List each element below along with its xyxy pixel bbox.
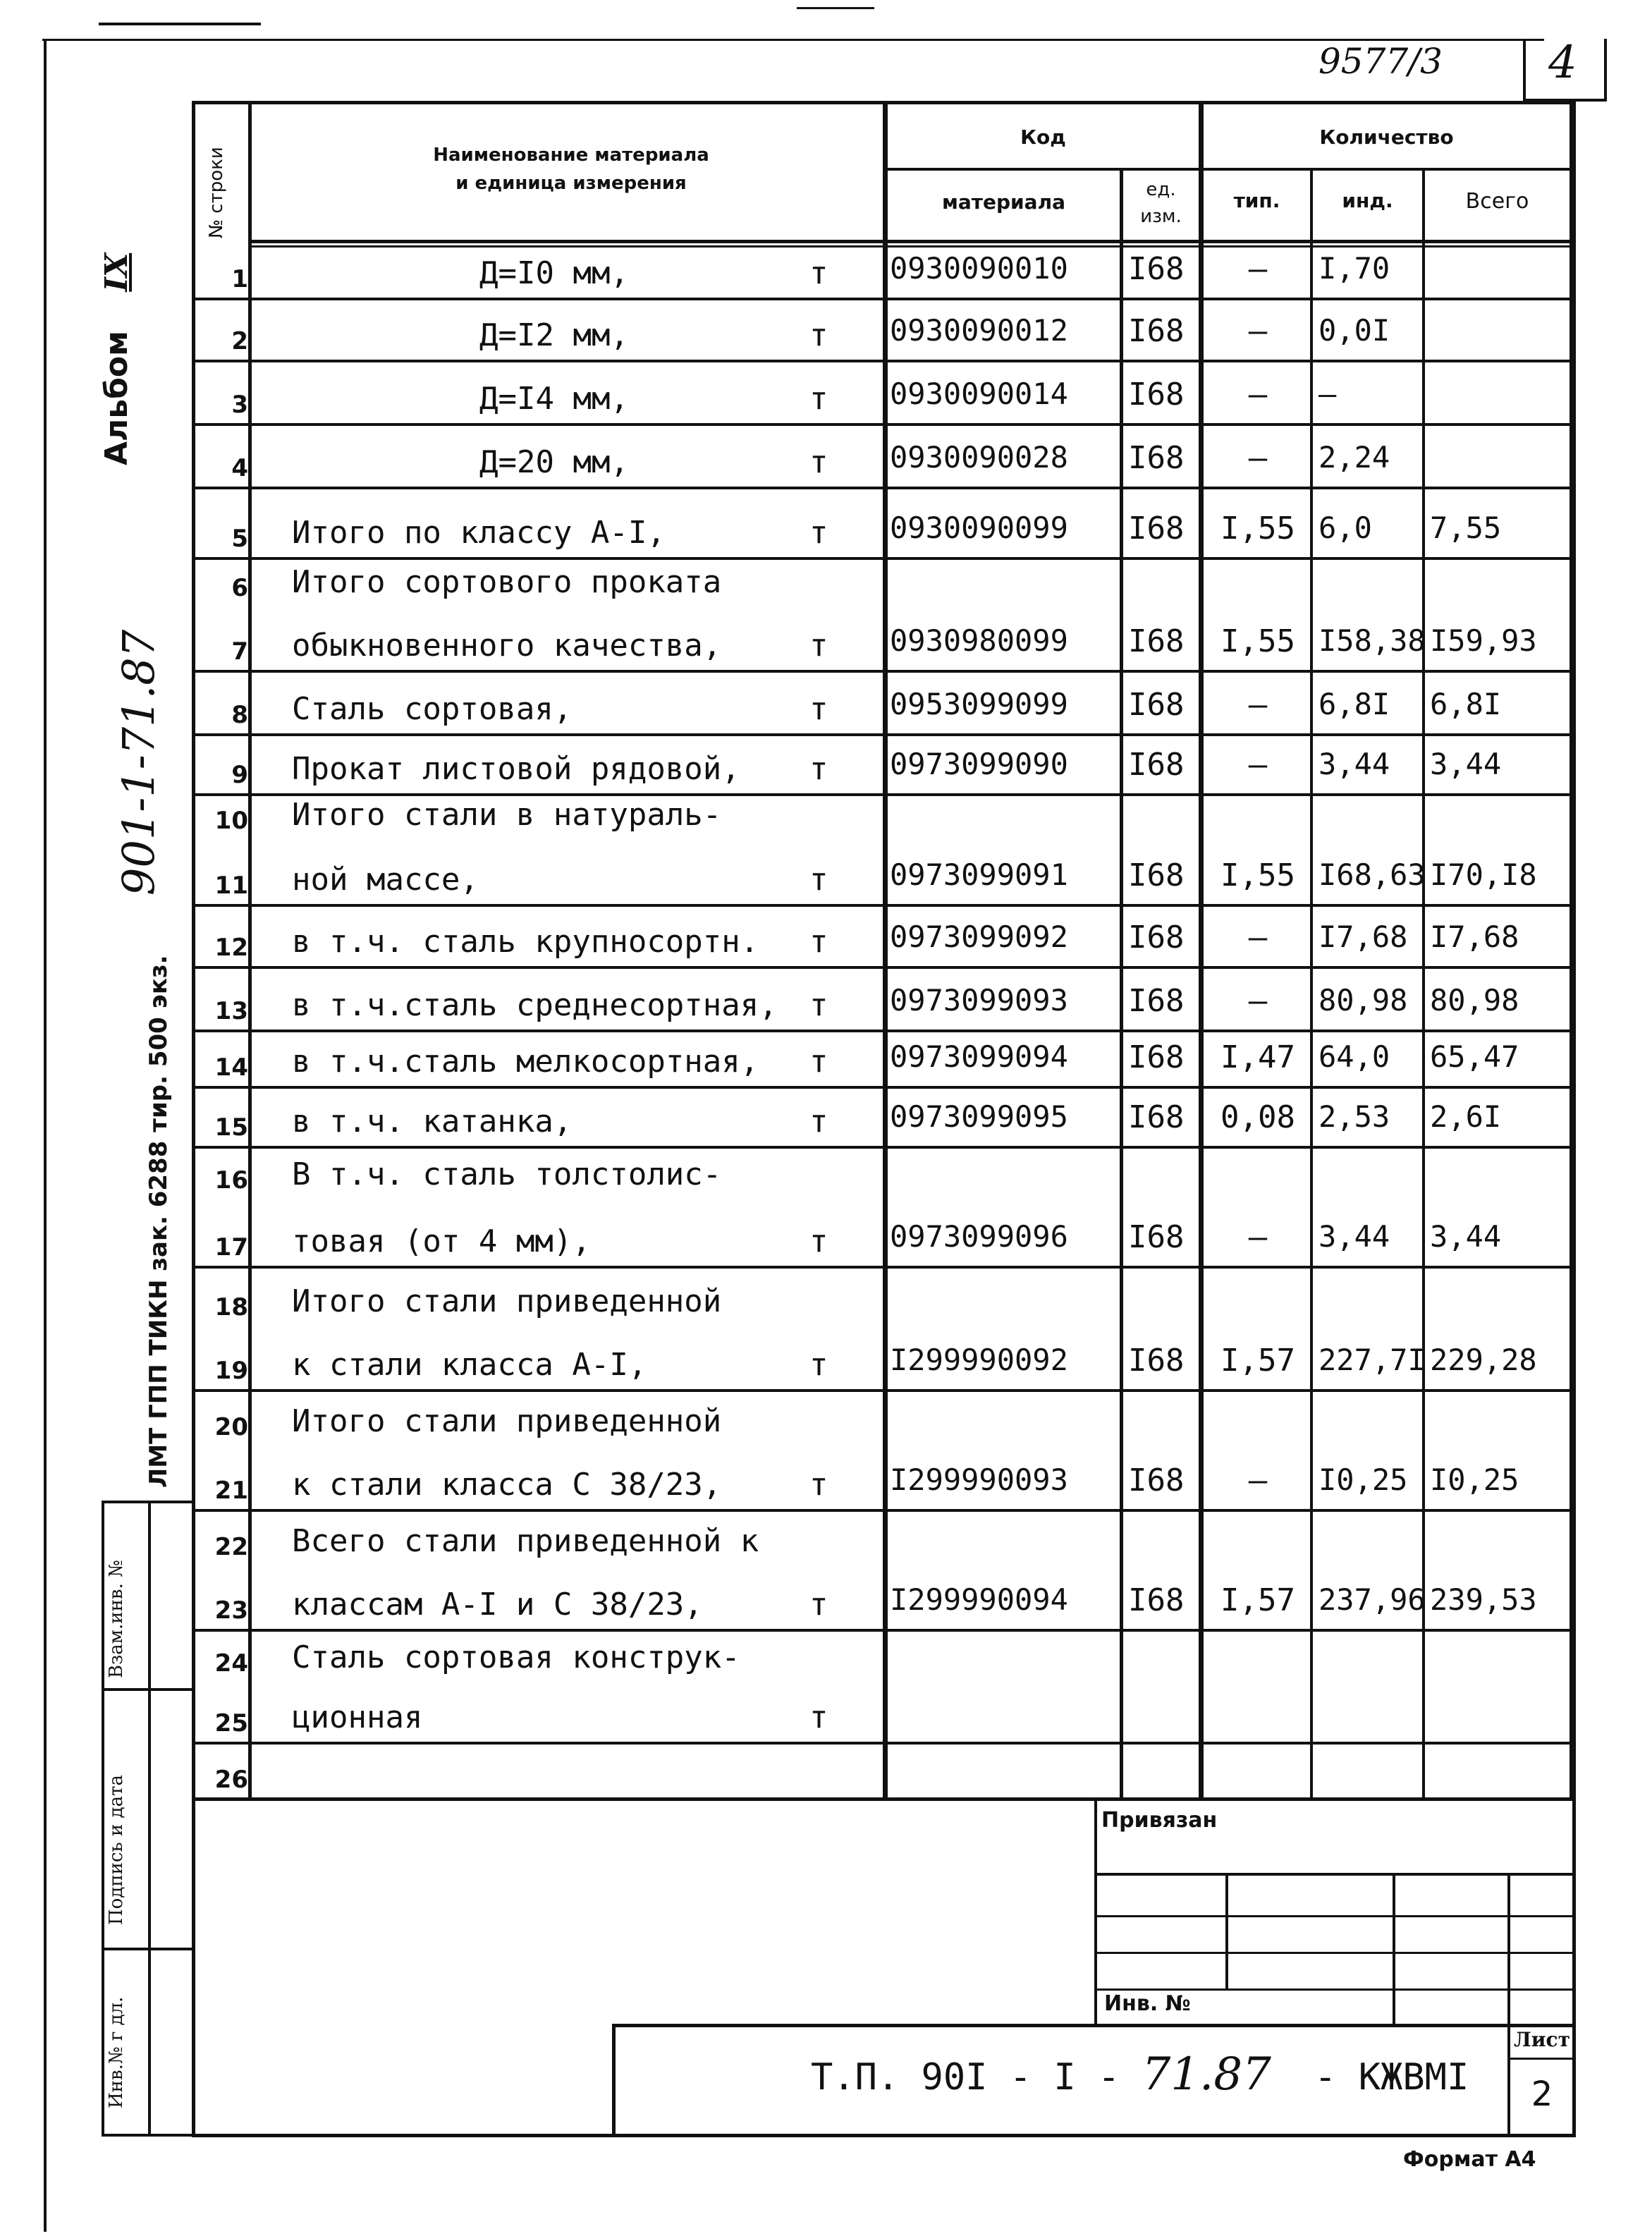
unit-letter: т xyxy=(809,1223,828,1259)
label-vzam: Взам.инв. № xyxy=(106,1560,127,1678)
row-number: 20 xyxy=(214,1413,248,1441)
album-label xyxy=(99,253,135,465)
row-divider xyxy=(192,298,1574,300)
unit-letter: т xyxy=(809,381,828,417)
material-name: в т.ч.сталь мелкосортная, xyxy=(292,1044,759,1080)
qty-total: I59,93 xyxy=(1430,623,1537,658)
unit-code: I68 xyxy=(1128,251,1185,287)
row-number: 1 xyxy=(231,265,248,293)
qty-ind: I0,25 xyxy=(1318,1462,1408,1497)
material-code: I299990093 xyxy=(890,1462,1068,1497)
material-code: 0973099094 xyxy=(890,1039,1068,1074)
row-number: 22 xyxy=(214,1533,248,1561)
material-name: ной массе, xyxy=(292,862,479,898)
sheet-number: 2 xyxy=(1531,2075,1553,2114)
qty-total: 65,47 xyxy=(1430,1039,1519,1074)
qty-typ: – xyxy=(1248,313,1268,349)
unit-code: I68 xyxy=(1128,377,1185,413)
header-material: материала xyxy=(942,190,1065,214)
row-divider xyxy=(192,1629,1574,1632)
material-name: в т.ч.сталь среднесортная, xyxy=(292,987,778,1023)
qty-total: 7,55 xyxy=(1430,511,1502,545)
qty-total: I0,25 xyxy=(1430,1462,1519,1497)
qty-total: 239,53 xyxy=(1430,1582,1537,1617)
unit-code: I68 xyxy=(1128,1219,1185,1255)
material-name: Итого стали в натураль- xyxy=(292,797,722,833)
material-code: 0930090014 xyxy=(890,377,1068,411)
material-name: Итого по классу А-I, xyxy=(292,515,666,551)
qty-ind: 64,0 xyxy=(1318,1039,1390,1074)
row-divider xyxy=(192,487,1574,489)
unit-letter: т xyxy=(809,628,828,664)
unit-code: I68 xyxy=(1128,1462,1185,1498)
qty-typ: – xyxy=(1248,377,1268,413)
qty-total: 229,28 xyxy=(1430,1343,1537,1377)
qty-total: 3,44 xyxy=(1430,1219,1502,1254)
unit-letter: т xyxy=(809,1044,828,1080)
unit-letter: т xyxy=(809,1104,828,1140)
material-code: 0973099092 xyxy=(890,920,1068,954)
row-number: 16 xyxy=(214,1166,248,1195)
material-name: в т.ч. сталь крупносортн. xyxy=(292,924,759,960)
qty-typ: I,55 xyxy=(1220,623,1295,659)
unit-code: I68 xyxy=(1128,747,1185,783)
row-number: 7 xyxy=(231,637,248,666)
row-divider xyxy=(192,1146,1574,1149)
sheet-label: Лист xyxy=(1514,2028,1570,2051)
qty-total: 3,44 xyxy=(1430,747,1502,781)
header-name: Наименование материала и единица измерения xyxy=(433,145,709,194)
row-number: 4 xyxy=(231,454,248,482)
material-code: I299990094 xyxy=(890,1582,1068,1617)
unit-letter: т xyxy=(809,1587,828,1623)
row-divider xyxy=(192,1266,1574,1269)
header-unit: ед. изм. xyxy=(1140,179,1182,227)
unit-letter: т xyxy=(809,924,828,960)
row-number: 13 xyxy=(214,997,248,1025)
material-name: Д=I0 мм, xyxy=(479,255,629,291)
row-divider xyxy=(192,966,1574,969)
album-text: Альбом xyxy=(99,330,135,465)
qty-typ: – xyxy=(1248,440,1268,476)
qty-typ: – xyxy=(1248,920,1268,955)
format-label: Формат А4 xyxy=(1403,2147,1536,2172)
row-divider xyxy=(192,733,1574,736)
inv-no-label: Инв. № xyxy=(1104,1991,1191,2016)
unit-code: I68 xyxy=(1128,687,1185,723)
unit-code: I68 xyxy=(1128,511,1185,546)
qty-ind: I7,68 xyxy=(1318,920,1408,954)
unit-letter: т xyxy=(809,862,828,898)
material-name: Всего стали приведенной к xyxy=(292,1523,759,1559)
material-code: 0973099093 xyxy=(890,983,1068,1018)
qty-ind: I,70 xyxy=(1318,251,1390,286)
row-number: 26 xyxy=(214,1766,248,1794)
unit-letter: т xyxy=(809,317,828,353)
designation-prefix: Т.П. 90I - I - xyxy=(811,2056,1120,2098)
row-number: 19 xyxy=(214,1357,248,1385)
row-divider xyxy=(192,793,1574,796)
row-divider xyxy=(192,1742,1574,1745)
unit-code: I68 xyxy=(1128,857,1185,893)
material-name: классам А-I и С 38/23, xyxy=(292,1587,703,1623)
header-code: Код xyxy=(1020,126,1066,149)
row-number: 9 xyxy=(231,761,248,789)
material-name: обыкновенного качества, xyxy=(292,628,722,664)
material-code: 0973099096 xyxy=(890,1219,1068,1254)
unit-code: I68 xyxy=(1128,983,1185,1019)
row-number: 21 xyxy=(214,1477,248,1505)
material-code: 0973099091 xyxy=(890,857,1068,892)
qty-typ: – xyxy=(1248,983,1268,1019)
material-name: Д=20 мм, xyxy=(479,444,629,480)
unit-letter: т xyxy=(809,444,828,480)
unit-letter: т xyxy=(809,515,828,551)
qty-typ: I,57 xyxy=(1220,1582,1295,1618)
unit-letter: т xyxy=(809,1699,828,1735)
header-typ: тип. xyxy=(1233,189,1280,212)
qty-ind: 6,0 xyxy=(1318,511,1372,545)
unit-code: I68 xyxy=(1128,1582,1185,1618)
row-divider xyxy=(192,360,1574,362)
row-number: 23 xyxy=(214,1596,248,1625)
material-name: в т.ч. катанка, xyxy=(292,1104,573,1140)
qty-typ: – xyxy=(1248,1462,1268,1498)
material-name: к стали класса С 38/23, xyxy=(292,1467,722,1503)
unit-letter: т xyxy=(809,751,828,787)
unit-code: I68 xyxy=(1128,313,1185,349)
row-number: 17 xyxy=(214,1233,248,1261)
unit-code: I68 xyxy=(1128,920,1185,955)
material-code: 0930090099 xyxy=(890,511,1068,545)
unit-letter: т xyxy=(809,1347,828,1383)
qty-total: 6,8I xyxy=(1430,687,1502,721)
header-total: Всего xyxy=(1465,189,1529,214)
qty-ind: 80,98 xyxy=(1318,983,1408,1018)
unit-letter: т xyxy=(809,691,828,727)
qty-typ: – xyxy=(1248,747,1268,783)
qty-total: I7,68 xyxy=(1430,920,1519,954)
qty-typ: I,55 xyxy=(1220,857,1295,893)
header-quantity: Количество xyxy=(1319,126,1454,149)
row-divider xyxy=(192,1030,1574,1032)
qty-ind: 0,0I xyxy=(1318,313,1390,348)
designation xyxy=(811,2048,1469,2101)
material-code: 0973099090 xyxy=(890,747,1068,781)
label-inv-podl: Инв.№ г дл. xyxy=(106,1996,127,2108)
print-stamp: ЛМТ ГПП ТИКН зак. 6288 тир. 500 экз. xyxy=(145,955,173,1488)
material-name: Итого сортового проката xyxy=(292,564,722,600)
qty-ind: 2,24 xyxy=(1318,440,1390,475)
qty-total: 2,6I xyxy=(1430,1099,1502,1134)
row-number: 12 xyxy=(214,934,248,962)
row-divider xyxy=(192,1086,1574,1089)
material-code: 0930090010 xyxy=(890,251,1068,286)
material-code: 0973099095 xyxy=(890,1099,1068,1134)
material-name: В т.ч. сталь толстолис- xyxy=(292,1156,722,1192)
row-number: 2 xyxy=(231,327,248,355)
row-divider xyxy=(192,1389,1574,1392)
album-volume: IX xyxy=(99,252,135,292)
header-ind: инд. xyxy=(1342,189,1393,212)
row-number: 10 xyxy=(214,807,248,835)
qty-typ: – xyxy=(1248,687,1268,723)
material-name: Д=I2 мм, xyxy=(479,317,629,353)
qty-typ: I,47 xyxy=(1220,1039,1295,1075)
row-divider xyxy=(192,557,1574,560)
unit-code: I68 xyxy=(1128,1099,1185,1135)
qty-typ: – xyxy=(1248,251,1268,287)
qty-total: 80,98 xyxy=(1430,983,1519,1018)
row-number: 18 xyxy=(214,1293,248,1321)
qty-ind: 3,44 xyxy=(1318,747,1390,781)
material-code: 0930980099 xyxy=(890,623,1068,658)
designation-handwritten: 71.87 xyxy=(1142,2048,1271,2101)
unit-code: I68 xyxy=(1128,1039,1185,1075)
material-name: ционная xyxy=(292,1699,423,1735)
unit-letter: т xyxy=(809,1467,828,1503)
row-number: 15 xyxy=(214,1113,248,1142)
unit-code: I68 xyxy=(1128,440,1185,476)
qty-ind: 237,96 xyxy=(1318,1582,1426,1617)
qty-typ: I,55 xyxy=(1220,511,1295,546)
qty-ind: I68,63 xyxy=(1318,857,1426,892)
qty-ind: 227,7I xyxy=(1318,1343,1426,1377)
qty-typ: – xyxy=(1248,1219,1268,1255)
qty-typ: I,57 xyxy=(1220,1343,1295,1379)
unit-letter: т xyxy=(809,987,828,1023)
material-code: 0930090012 xyxy=(890,313,1068,348)
header-row-number: № строки xyxy=(206,147,227,238)
material-name: Итого стали приведенной xyxy=(292,1283,722,1319)
row-divider xyxy=(192,670,1574,673)
row-number: 11 xyxy=(214,872,248,900)
unit-code: I68 xyxy=(1128,623,1185,659)
row-number: 8 xyxy=(231,701,248,729)
row-number: 6 xyxy=(231,574,248,602)
material-name: Прокат листовой рядовой, xyxy=(292,751,740,787)
material-code: I299990092 xyxy=(890,1343,1068,1377)
row-divider xyxy=(192,423,1574,426)
row-number: 25 xyxy=(214,1709,248,1737)
material-name: к стали класса А-I, xyxy=(292,1347,647,1383)
row-number: 5 xyxy=(231,525,248,553)
page-number: 4 xyxy=(1548,37,1577,89)
row-divider xyxy=(192,1509,1574,1512)
project-code: 901-1-71.87 xyxy=(113,629,164,896)
material-name: товая (от 4 мм), xyxy=(292,1223,591,1259)
qty-ind: 6,8I xyxy=(1318,687,1390,721)
qty-ind: I58,38 xyxy=(1318,623,1426,658)
row-number: 3 xyxy=(231,391,248,419)
designation-suffix: - КЖВМI xyxy=(1314,2056,1469,2098)
qty-typ: 0,08 xyxy=(1220,1099,1295,1135)
row-number: 14 xyxy=(214,1053,248,1082)
material-code: 0953099099 xyxy=(890,687,1068,721)
material-code: 0930090028 xyxy=(890,440,1068,475)
qty-ind: 2,53 xyxy=(1318,1099,1390,1134)
unit-letter: т xyxy=(809,255,828,291)
material-name: Сталь сортовая, xyxy=(292,691,573,727)
material-name: Сталь сортовая конструк- xyxy=(292,1639,740,1675)
material-name: Д=I4 мм, xyxy=(479,381,629,417)
row-number: 24 xyxy=(214,1649,248,1678)
privyazan-label: Привязан xyxy=(1101,1808,1218,1833)
document-number: 9577/3 xyxy=(1318,41,1443,82)
qty-total: I70,I8 xyxy=(1430,857,1537,892)
row-divider xyxy=(192,904,1574,907)
label-podpis: Подпись и дата xyxy=(106,1775,127,1925)
material-name: Итого стали приведенной xyxy=(292,1403,722,1439)
qty-ind: – xyxy=(1318,377,1337,411)
unit-code: I68 xyxy=(1128,1343,1185,1379)
qty-ind: 3,44 xyxy=(1318,1219,1390,1254)
